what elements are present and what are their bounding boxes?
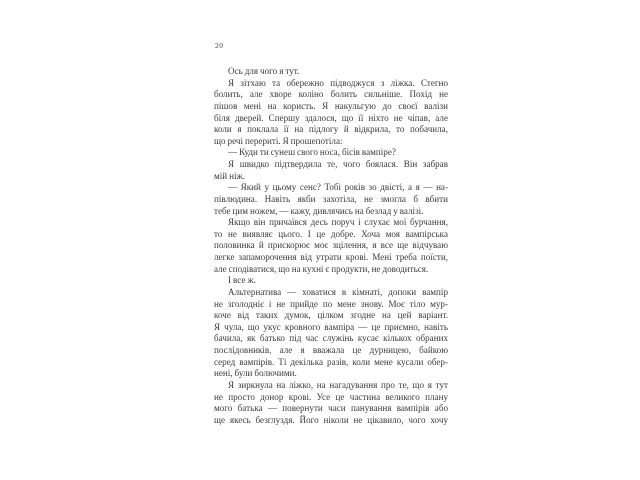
text-line: мого батька — повернути часи панування вампірів або — [214, 403, 448, 414]
text-line: коче від таких думок, цілком згодне на цей варіант. — [214, 310, 448, 321]
text-line: — Куди ти сунеш свого носа, бісів вампіре? — [228, 147, 396, 158]
text-line: Я зітхаю та обережно підводжуся з ліжка. Стегно — [228, 77, 448, 88]
text-line: то не виявляє цього. І це добре. Хоча моя вампірська — [214, 228, 448, 239]
text-line: Я швидко підтвердила те, чого боялася. Він забрав — [228, 159, 448, 169]
text-line: біля дверей. Спершу здалося, що її ніхто не чіпав, але — [214, 112, 448, 123]
text-line: пішов мені на користь. Я накульгую до своєї валізи — [214, 100, 448, 111]
text-line: півлюдина. Навіть якби захотіла, не змогла б вбити — [214, 193, 448, 204]
text-line: ще якесь безглуздя. Його ніколи не цікавило, чого хочу — [214, 414, 448, 425]
text-line: що речі перериті. Я прошепотіла: — [214, 135, 343, 146]
text-line: легке запаморочення від утрати крові. Мені треба поїсти, — [214, 252, 448, 262]
text-line: коли я поклала її на підлогу й відкрила, то побачила, — [214, 124, 448, 135]
text-line: Якщо він причаївся десь поруч і слухає мої бурчання, — [228, 217, 448, 228]
text-line: — Який у цьому сенс? Тобі років зо двісті, а я — на- — [228, 182, 448, 193]
text-line: Альтернатива — ховатися в кімнаті, допоки вампір — [228, 286, 448, 297]
text-line: не просто донор крові. Усе це частина великого плану — [214, 391, 448, 402]
text-line: але сподіватися, що на кухні є продукти, не доводиться. — [214, 263, 429, 274]
text-line: Я зиркнула на ліжко, на нагадування про те, що я тут — [228, 379, 448, 390]
text-line: Ось для чого я тут. — [228, 66, 300, 76]
text-line: І все ж. — [228, 275, 256, 286]
text-line: серед вампірів. Ті декілька разів, коли мене кусали обер- — [214, 356, 448, 367]
text-line: болить, але хворе коліно болить сильніше. Похід не — [214, 89, 448, 100]
text-line: мій ніж. — [214, 170, 246, 181]
page-number: 20 — [215, 41, 224, 50]
text-line: Я чула, що укус кровного вампіра — це приємно, навіть — [214, 321, 448, 332]
book-text — [214, 66, 448, 426]
text-line: нені, були болючими. — [214, 368, 297, 379]
text-line: не зголодніє і не прийде по мене знову. Моє тіло мур- — [214, 298, 448, 309]
text-line: послідовників, але я вважала це дурницею, байкою — [214, 345, 448, 355]
text-line: тебе цим ножем, — кажу, дивлячись на безлад у валізі. — [214, 205, 424, 216]
text-line: бачила, як батько під час служінь кусає кількох обраних — [214, 333, 448, 344]
text-line: половинка й прискорює моє зцілення, я все ще відчуваю — [214, 240, 448, 251]
